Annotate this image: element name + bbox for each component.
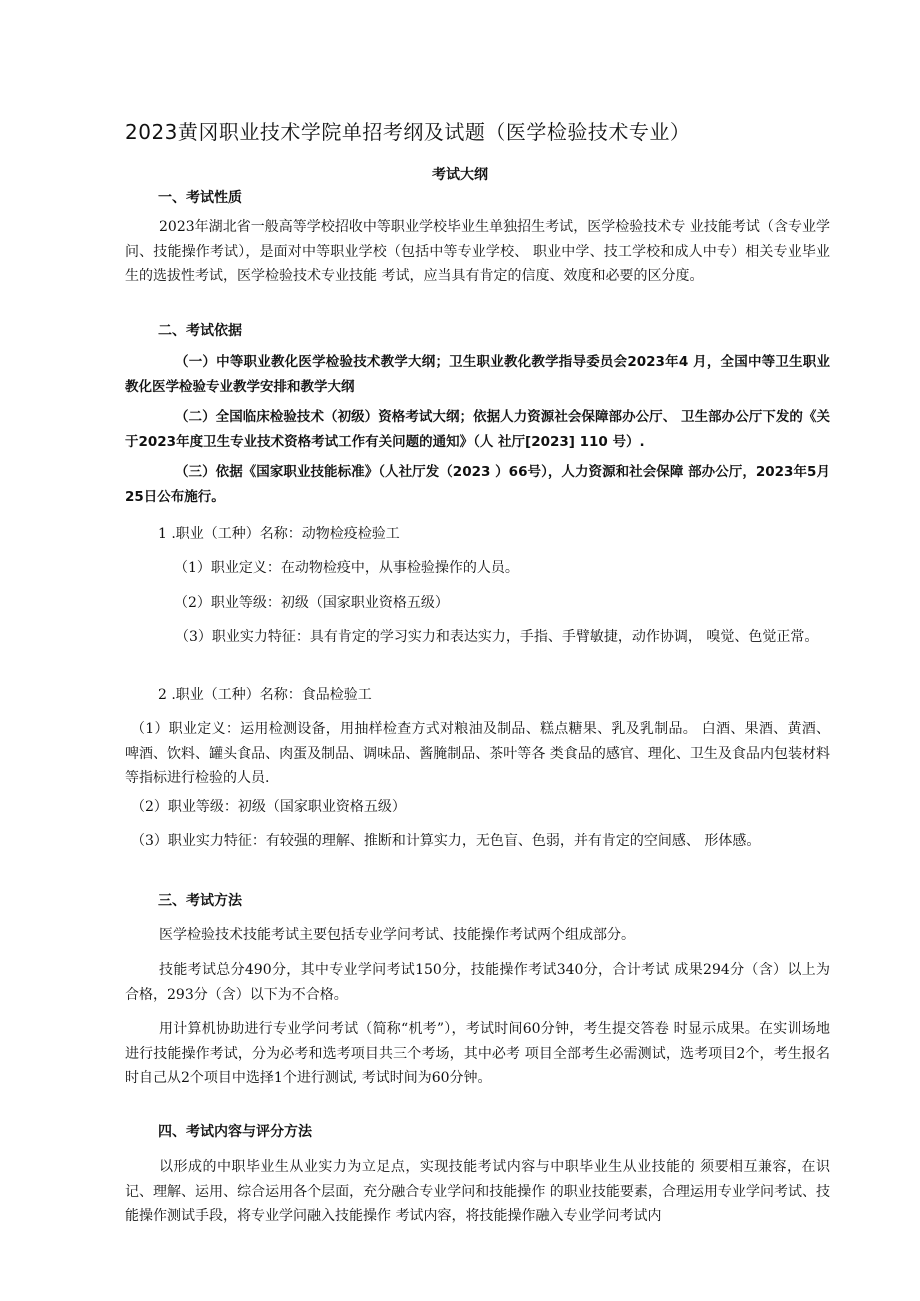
job2-level: （2）职业等级：初级（国家职业资格五级） (131, 799, 406, 815)
content-paragraph-1: 以形成的中职毕业生从业实力为立足点，实现技能考试内容与中职毕业生从业技能的 须要相互兼容，在识记、理解、运用、综合运用各个层面，充分融合专业学问和技能操作 的职业技能要素，合理运用专业学问考试、技能操作测试手段，将专业学问融入技能操作 考试内容，将技能操作融入专业学问考试内 (125, 1159, 830, 1224)
job1-level: （2）职业等级：初级（国家职业资格五级） (174, 595, 449, 611)
job2-ability: （3）职业实力特征：有较强的理解、推断和计算实力，无色盲、色弱，并有肯定的空间感、 形体感。 (131, 833, 761, 849)
section-heading-method: 三、考试方法 (158, 893, 242, 909)
basis-item-3: （三）依据《国家职业技能标准》（人社厅发（2023 ）66号），人力资源和社会保障 部办公厅，2023年5月25日公布施行。 (125, 464, 830, 505)
section-heading-basis: 二、考试依据 (158, 323, 242, 339)
job2-definition: （1）职业定义：运用检测设备，用抽样检查方式对粮油及制品、糕点糖果、乳及乳制品。 白酒、果酒、黄酒、啤酒、饮料、罐头食品、肉蛋及制品、调味品、酱腌制品、茶叶等各 类食品的感官、理化、卫生及食品内包装材料等指标进行检验的人员. (125, 721, 830, 786)
job1-ability: （3）职业实力特征：具有肯定的学习实力和表达实力，手指、手臂敏捷，动作协调， 嗅觉、色觉正常。 (175, 629, 819, 645)
job1-title: 1 .职业（工种）名称：动物检疫检验工 (158, 526, 400, 542)
method-paragraph-1: 医学检验技术技能考试主要包括专业学问考试、技能操作考试两个组成部分。 (159, 927, 635, 943)
method-paragraph-2: 技能考试总分490分，其中专业学问考试150分，技能操作考试340分，合计考试 成果294分（含）以上为合格，293分（含）以下为不合格。 (125, 962, 830, 1003)
job2-title: 2 .职业（工种）名称：食品检验工 (158, 687, 372, 703)
basis-item-1: （一）中等职业教化医学检验技术教学大纲；卫生职业教化教学指导委员会2023年4 月，全国中等卫生职业教化医学检验专业教学安排和教学大纲 (125, 354, 830, 395)
basis-item-2: （二）全国临床检验技术（初级）资格考试大纲；依据人力资源社会保障部办公厅、 卫生部办公厅下发的《关于2023年度卫生专业技术资格考试工作有关问题的通知》（人 社厅[2023] 110 号）. (125, 409, 830, 450)
job1-definition: （1）职业定义：在动物检疫中，从事检验操作的人员。 (174, 560, 519, 576)
page-title: 2023黄冈职业技术学院单招考纲及试题（医学检验技术专业） (125, 120, 691, 144)
method-paragraph-3: 用计算机协助进行专业学问考试（简称“机考”），考试时间60分钟，考生提交答卷 时显示成果。在实训场地进行技能操作考试，分为必考和选考项目共三个考场，其中必考 项目全部考生必需测试，选考项目2个，考生报名时自己从2个项目中选择1个进行测试, 考试时间为60分钟。 (125, 1021, 830, 1086)
section-heading-nature: 一、考试性质 (158, 190, 242, 206)
paragraph-nature: 2023年湖北省一般高等学校招收中等职业学校毕业生单独招生考试，医学检验技术专 业技能考试（含专业学问、技能操作考试），是面对中等职业学校（包括中等专业学校、 职业中学、技工学校和成人中专）相关专业毕业生的选拔性考试，医学检验技术专业技能 考试，应当具有肯定的信度、效度和必要的区分度。 (125, 219, 830, 284)
section-heading-content: 四、考试内容与评分方法 (158, 1124, 312, 1140)
outline-heading: 考试大纲 (432, 167, 488, 183)
